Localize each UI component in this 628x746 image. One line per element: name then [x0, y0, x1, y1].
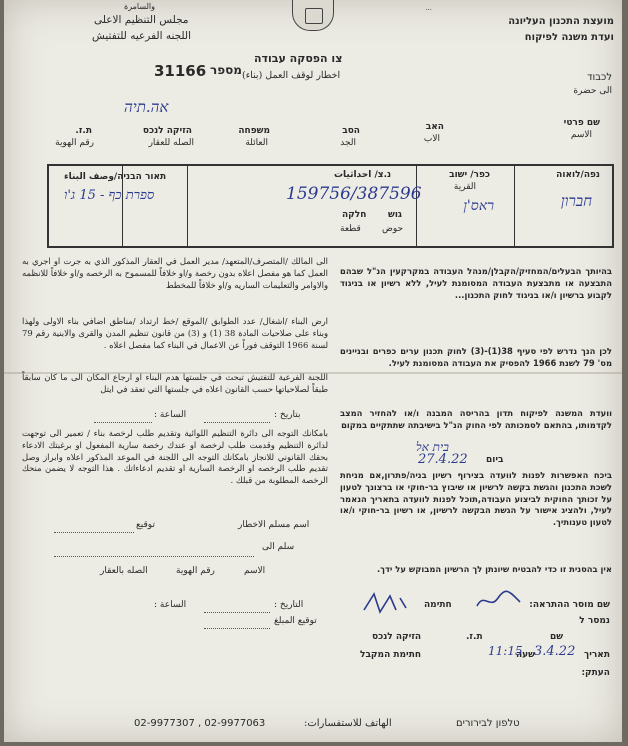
label-id-ar: رقم الهوية [55, 138, 94, 148]
receiver-signature-label: חתימת המקבל [360, 650, 422, 660]
to-label-he: לכבוד [587, 72, 612, 83]
title-he: צו הפסקה עבודה [254, 52, 343, 65]
he-paragraph-4: ביכח האפשרות לפנות לוועדה בצירוף רשיון בניה/פתרון,אם מניחת לשכת התכנון והגשת בקשה לרשיון או שיבוץ בר-חוקי או ברצונך לטעון על זכותך החוקית לביצוע העבודה,תוכל לפנות לוועדה בתאריך הנאמר לעיל, ולהציג אישור על הגשת הבקשה לרשיון, או רשיון בר-חוקי ו/או לטעון טענותיך. [340, 470, 612, 528]
deliverer-signature [474, 588, 524, 612]
phone-numbers: 02-9977307 , 02-9977063 [134, 718, 266, 729]
notice-number-label: מספר [210, 63, 242, 77]
label-father-ar: الاب [423, 134, 440, 144]
header-he-line-2: ועדת משנה לפיקוח [524, 32, 614, 43]
label-father-he: האב [425, 122, 444, 132]
header-ar-line-2: اللجنه الفرعيه للتفتيش [92, 30, 192, 42]
receiver-label-ar: اسم مسلم الاخطار [238, 520, 310, 530]
village-label-ar: القرية [453, 182, 476, 192]
meeting-date-label: ביום [486, 455, 504, 465]
coords-label: נ.צ/ احداثيات [334, 170, 392, 180]
stamp-signature [360, 590, 410, 616]
ar-date-label: بتاريخ : [274, 410, 301, 420]
signature-label: חתימה [424, 600, 452, 610]
phone-label-ar: الهاتف للاستفسارات: [304, 718, 392, 729]
label-first-name-he: שם פרטי [563, 118, 600, 128]
ar-time2-label: الساعة : [154, 600, 187, 610]
table-divider [514, 164, 515, 248]
he-paragraph-1: בהיותך הבעלים/המחזיק/הקבלן/מנהל העבודה במקרקעין הנ"ל שבהם התבצעה או מתבצעת העבודה המסומנת לעיל, ללא רשיון או בניגוד לקבוע ברשיון ו/או בניגוד לחוק התכנון... [340, 266, 612, 300]
ar-paragraph-1: الى المالك /المتصرف/المتعهد/ مدير العمل في العقار المذكور الذي به جرت او اجري به العمل كما هو مفصل اعلاه بدون رخصة و/او خلافاً للمسموح به الرخصه و/او خلافاً للانظمه والاوامر والتعليمات الساريه و/او خلافاً للمخطط [22, 256, 328, 290]
ar-paragraph-3: اللجنة الفرعية للتفتيش تبحث في جلستها هدم البناء او ارجاع المكان الى ما كان سابقاً طبقاً لصلاحياتها حسب القانون اعلاه في جلستها التي تعقد في ايتل [22, 372, 328, 394]
he-paragraph-3: וועדת המשנה לפיקוח תדון בהריסה המבנה ו/או להחזיר המצב לקדמותו, בהתאם לסמכותה לפי החוק הנ"ל בישיבתה שתתקיים במקום [340, 408, 612, 430]
he-paragraph-5: אין בהסנית זו כדי להבטיח שיונתן לך הרשיון המבוקש על ידך. [376, 564, 612, 574]
meeting-date: 27.4.22 [418, 452, 468, 467]
ar-paragraph-4: بامكانك التوجه الى دائرة التنظيم اللوائية وتقديم طلب لرخصة بناء / تعمير الى توجهت لدائرة التنظيم وقدمت طلب لرخصة او عندك رخصة سارية المفعول او برغبتك الادعاء بحقك القانوني للانجاز بامكانك التوجه الى اللجنة في الموعد المذكور اعلاه وابراز وصل تقديم طلب الرخصه او الرخصة السارية او تقديم ادعاءاتك . هذا التوجه لا يضمن منحك الرخصة المطلوبة من قبلك . [22, 428, 328, 486]
notice-number: 31166 [154, 62, 207, 80]
ar-date2-label: التاريخ : [274, 600, 304, 610]
hour-label: שעה [516, 650, 536, 660]
label-family-he: משפחה [238, 126, 270, 136]
date-label: תאריך [584, 650, 610, 660]
dotted-line [204, 628, 270, 629]
sign-label-ar: توقيع [136, 520, 155, 530]
deliver-to-label-ar: سلم الى [262, 542, 295, 552]
row-name-ar: الاسم [244, 566, 266, 576]
relation-label: הזיקה לנכס [372, 632, 422, 642]
village-value: ראס'ן [463, 198, 494, 214]
dotted-line [54, 556, 254, 557]
row-relation-ar: الصله بالعقار [100, 566, 148, 576]
label-grandfather-ar: الجد [340, 138, 356, 148]
district-label: נפה/לואוה [556, 170, 600, 180]
emblem-icon [292, 0, 334, 31]
table-divider [187, 164, 188, 248]
label-id-he: ת.ז. [75, 126, 92, 136]
title-ar: اخطار لوقف العمل (بناء) [242, 70, 341, 81]
label-owner-he: הזיקה לנכס [142, 126, 192, 136]
plot-label: قطعة [340, 224, 361, 234]
parcel-label: חלקה [342, 210, 367, 220]
name-label: שם [550, 632, 564, 642]
document-page [4, 0, 622, 742]
recipient-name: אה.תיה [124, 98, 169, 116]
dotted-line [54, 532, 134, 533]
header-partial-line-he: ... [425, 4, 432, 12]
label-family-ar: العائلة [245, 138, 268, 148]
he-paragraph-2: לכן הנך נדרש לפי סעיף 38(1)-(3) לחוק תכנון ערים כפרים ובניינים מס' 79 לשנת 1966 להפסיק את העבודה המסומנת לעיל. [340, 346, 612, 368]
copy-label: העתק: [581, 668, 610, 678]
header-ar-line-1: مجلس التنظيم الاعلى [94, 14, 189, 26]
village-label: כפר/ ישוב [449, 170, 490, 180]
desc-label: תאור הבניה/وصف البناء [64, 172, 167, 182]
hod-label: حوض [382, 224, 404, 234]
ar-signer-label: توقيع المبلغ [274, 616, 317, 626]
id-label: ת.ז. [466, 632, 483, 642]
dotted-line [94, 422, 152, 423]
table-divider [416, 164, 417, 248]
header-ar-partial: والسامرة [124, 2, 155, 11]
block-label: גוש [388, 210, 402, 220]
delivered-to-label: נמסר ל [579, 616, 610, 626]
label-owner-ar: الصله للعقار [148, 138, 194, 148]
dotted-line [204, 422, 270, 423]
district-value: חברון [560, 192, 592, 210]
coords-value: 159756/387596 [286, 184, 422, 204]
row-id-ar: رقم الهوية [176, 566, 215, 576]
date-value: 3.4.22 [534, 644, 576, 659]
desc-value: ספרת כף - 15 ג'ו [64, 188, 155, 203]
ar-time-label: الساعة : [154, 410, 187, 420]
phone-label-he: טלפון לבירורים [456, 718, 520, 729]
meeting-place: בית אל [416, 440, 449, 454]
ar-paragraph-2: ارض البناء /اشغال/ عدد الطوابق /الموقع /خط ارتداد /مناطق اضافي بناء الاولى ولهذا وبناء على صلاحيات المادة 38 (1) و (3) من قانون تنظيم المدن والقرى والابنية رقم 79 لسنة 1966 التوقف فوراً عن الاعمال في البناء كما مفصل اعلاه . [22, 316, 328, 350]
to-label-ar: الى حضرة [573, 86, 612, 96]
hour-value: 11:15 [488, 644, 523, 658]
dotted-line [204, 612, 270, 613]
label-grandfather-he: הסב [342, 126, 360, 136]
label-first-name-ar: الاسم [570, 130, 592, 140]
header-he-line-1: מועצת התכנון העליונה [508, 16, 614, 27]
deliverer-label: שם מוסר ההתראה: [529, 600, 610, 610]
